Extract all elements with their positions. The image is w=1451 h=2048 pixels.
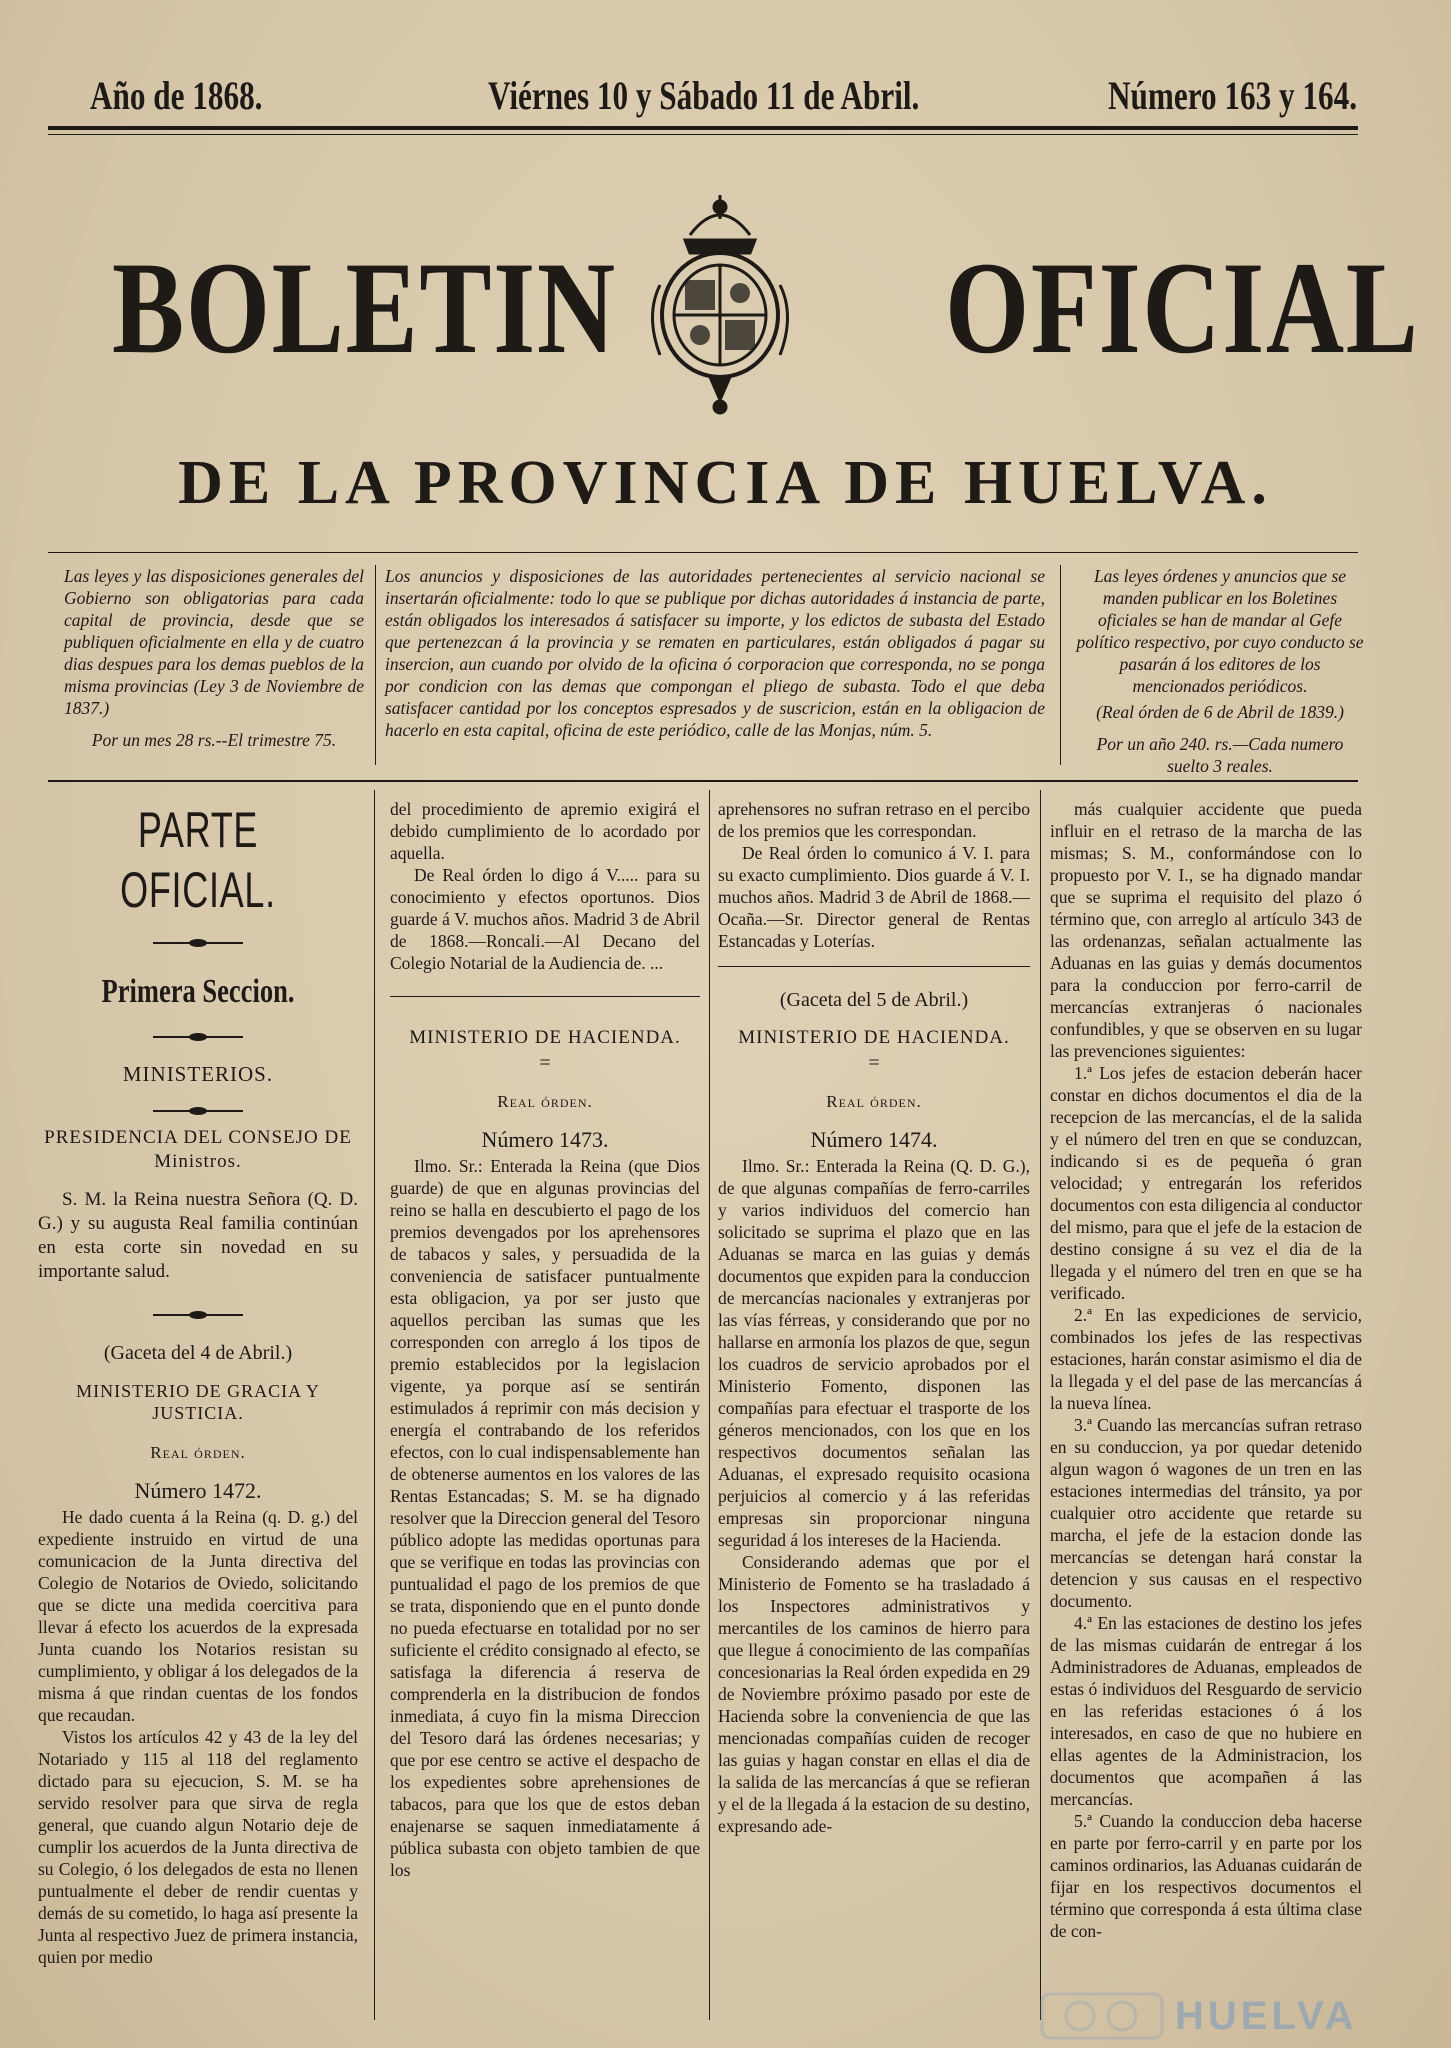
- newspaper-subtitle: DE LA PROVINCIA DE HUELVA.: [178, 449, 1273, 517]
- issue-year: Año de 1868.: [90, 73, 263, 118]
- royal-coat-of-arms-icon: [640, 185, 800, 425]
- order-number: Número 1474.: [810, 1127, 938, 1152]
- separator-rule: [390, 996, 700, 997]
- paragraph: 5.ª Cuando la conduccion deba hacerse en parte por ferro-carril y en parte por los caminos ordinarios, las Aduanas cuidarán de fijar en los respectivos documentos el término que corresponda á esta última clase de con-: [1050, 1811, 1362, 1941]
- column-divider: [374, 790, 375, 2020]
- paragraph: 4.ª En las estaciones de destino los jefes de las mismas cuidarán de entregar á los Administradores de Aduanas, empleados de estas ó individuos del Resguardo de servicio en las referidas estaciones ó á los interesados, en caso de que no hubiere en ellas agentes de la Administracion, los documentos que acompañen á las mercancías.: [1050, 1613, 1362, 1809]
- column-3: [718, 798, 1030, 2028]
- paragraph: aprehensores no sufran retraso en el percibo de los premios que les correspondan.: [718, 799, 1030, 841]
- real-orden-label: Real órden.: [826, 1092, 922, 1111]
- masthead-rule-thin: [48, 134, 1358, 135]
- column-1: [38, 798, 358, 2028]
- column-divider: [1040, 790, 1041, 2020]
- intro-mid-text: Los anuncios y disposiciones de las autoridades pertenecientes al servicio nacional se insertarán oficialmente: todo lo que se publique por dichas autoridades á instancia de parte, están obligados los interesados á satisfacer su importe, y los edictos de subasta del Estado que pertenezcan á la provincia y se rematen en particulares, están obligados á pagar su insercion, aun cuando por olvido de la oficina ó corporacion que corresponda, no se ponga por condicion con las demas que compongan el pliego de subasta. Todo el que deba satisfacer cantidad por los conceptos espresados y de suscricion, están en la obligacion de hacerlo en esta capital, oficina de este periódico, calle de las Monjas, núm. 5.: [385, 566, 1045, 740]
- paragraph: He dado cuenta á la Reina (q. D. g.) del expediente instruido en virtud de una comunicacion de la Junta directiva del Colegio de Notarios de Oviedo, solicitando que se dicte una medida coercitiva para llevar á efecto los acuerdos de la expresada Junta cuando los Notarios resistan su cumplimiento, y obligar á los delegados de la misma á que rindan cuentas de los fondos que recaudan.: [38, 1507, 358, 1725]
- title-word-boletin: BOLETIN: [112, 234, 617, 381]
- intro-divider: [1060, 565, 1061, 765]
- intro-publication-rules: [1075, 565, 1365, 776]
- intro-left-text: Las leyes y las disposiciones generales del Gobierno son obligatorias para cada capital de provincia, desde que se publiquen oficialmente en ella y de cuatro dias despues para los demas pueblos de la misma provincias (Ley 3 de Noviembre de 1837.): [64, 566, 364, 718]
- double-rule-icon: =: [539, 1052, 551, 1074]
- column-divider: [709, 790, 710, 2020]
- archive-stamp-text: HUELVA: [1175, 1994, 1358, 2038]
- intro-right-reference: (Real órden de 6 de Abril de 1839.): [1096, 702, 1344, 722]
- ornament-divider: [38, 1024, 358, 1042]
- double-rule-icon: =: [868, 1052, 880, 1074]
- intro-divider: [375, 565, 376, 765]
- ministry-heading: MINISTERIO DE GRACIA Y JUSTICIA.: [76, 1381, 320, 1423]
- paragraph: Ilmo. Sr.: Enterada la Reina (Q. D. G.), de que algunas compañías de ferro-carriles y varios individuos del comercio han solicitado se suprima el plazo que en las Aduanas se marca en las guias y demás documentos que expiden para la conduccion de mercancías nacionales y extranjeras por las vías férreas, y considerando que por no hallarse en armonía los plazos de que, segun los cuadros de servicio aprobados por el Ministerio Fomento, disponen las compañías para efectuar el trasporte de los géneros mencionados, con los que en los respectivos documentos señalan las Aduanas, el expresado requisito ocasiona perjuicios al comercio y á las referidas empresas sin proporcionar ninguna seguridad á los intereses de la Hacienda.: [718, 1156, 1030, 1550]
- paragraph: S. M. la Reina nuestra Señora (Q. D. G.) y su augusta Real familia continúan en esta corte sin novedad en su importante salud.: [38, 1189, 358, 1282]
- paragraph: más cualquier accidente que pueda influir en el retraso de la marcha de las mismas; S. M., conformándose con lo propuesto por V. I., se ha dignado mandar que se suprima el requisito del plazo ó término que, con arreglo al artículo 343 de las ordenanzas, señalan actualmente las Aduanas en las guias y demás documentos para la conduccion por ferro-carril de mercancías extranjeras ó nacionales confundibles, y que se observen en su lugar las prevenciones siguientes:: [1050, 799, 1362, 1061]
- paragraph: 3.ª Cuando las mercancías sufran retraso en su conduccion, ya por quedar detenido algun wagon ó wagones de un tren en las estaciones intermedias del tránsito, ya por cualquier otro accidente que retarde su marcha, el jefe de la estacion donde las mercancías se detengan hará constar la detencion y sus causas en el respectivo documento.: [1050, 1415, 1362, 1611]
- column-4: [1050, 798, 1362, 2028]
- parte-oficial-heading: PARTE OFICIAL.: [120, 802, 276, 918]
- section-heading: Primera Seccion.: [101, 973, 295, 1010]
- ornament-divider: [38, 930, 358, 948]
- gaceta-date: (Gaceta del 4 de Abril.): [103, 1342, 293, 1364]
- gaceta-date: (Gaceta del 5 de Abril.): [779, 989, 969, 1011]
- paragraph: 2.ª En las expediciones de servicio, combinados los jefes de las respectivas estaciones, harán constar asimismo el dia de la llegada y el del pase de las mercancías á la nueva línea.: [1050, 1305, 1362, 1413]
- real-orden-label: Real órden.: [150, 1443, 246, 1462]
- paragraph: Vistos los artículos 42 y 43 de la ley del Notariado y 115 al 118 del reglamento dictado para su ejecucion, S. M. se ha servido resolver para que sirva de regla general, que cuando algun Notario deje de cumplir los acuerdos de la Junta directiva de su Colegio, ó los delegados de esta no llenen puntualmente el deber de rendir cuentas y demás de su cometido, lo haga así presente la Junta al respectivo Juez de primera instancia, quien por medio: [38, 1727, 358, 1967]
- paragraph: Considerando ademas que por el Ministerio de Fomento se ha trasladado á los Inspectores administrativos y mercantiles de los caminos de hierro para que llegue á conocimiento de las compañías concesionarias la Real órden expedida en 29 de Noviembre próximo pasado por este de Hacienda sobre la conveniencia de que las mencionadas compañías cuiden de recoger las guias y hagan constar en ellas el dia de la salida de las mercancías á que se refieran y el de la llegada á la estacion de su destino, expresando ade-: [718, 1552, 1030, 1836]
- ornament-divider: [38, 1302, 358, 1320]
- real-orden-label: Real órden.: [497, 1092, 593, 1111]
- yearly-price: Por un año 240. rs.—Cada numero suelto 3 reales.: [1096, 734, 1344, 776]
- ornament-divider: [38, 1098, 358, 1116]
- paragraph: De Real órden lo digo á V..... para su conocimiento y efectos oportunos. Dios guarde á V. muchos años. Madrid 3 de Abril de 1868.—Roncali.—Al Decano del Colegio Notarial de la Audiencia de. ...: [390, 865, 700, 973]
- title-word-oficial: OFICIAL: [945, 234, 1420, 381]
- paragraph: De Real órden lo comunico á V. I. para su exacto cumplimiento. Dios guarde á V. I. muchos años. Madrid 3 de Abril de 1868.—Ocaña.—Sr. Director general de Rentas Estancadas y Loterías.: [718, 843, 1030, 951]
- intro-top-rule: [48, 552, 1358, 553]
- ministerios-heading: MINISTERIOS.: [122, 1062, 274, 1086]
- body-top-rule: [48, 780, 1358, 782]
- order-number: Número 1472.: [134, 1478, 262, 1503]
- ministry-heading: MINISTERIO DE HACIENDA.: [409, 1027, 681, 1048]
- issue-date: Viérnes 10 y Sábado 11 de Abril.: [488, 73, 920, 118]
- intro-announcements: [385, 565, 1045, 760]
- paragraph: Ilmo. Sr.: Enterada la Reina (que Dios guarde) de que en algunas provincias del reino se halla en descubierto el pago de los premios devengados por los aprehensores de tabacos y sales, y persuadida de la conveniencia de satisfacer puntualmente esta obligacion, ya por ser justo que aquellos perciban las sumas que les corresponden con arreglo á los tipos de premio establecidos por la legislacion vigente, ya porque así se sentirán estimulados á reprimir con más decision y energía el contrabando de los referidos efectos, con lo cual indispensablemente han de obtenerse aumentos en los valores de las Rentas Estancadas; S. M. se ha dignado resolver que la Direccion general del Tesoro público adopte las medidas oportunas para que se verifique en todas las provincias con puntualidad el pago de los premios de que se trata, disponiendo que en el punto donde no pueda efectuarse en totalidad por no ser suficiente el crédito consignado al efecto, se satisfaga la diferencia á reserva de comprenderla en la distribucion de fondos inmediata, á cuyo fin la misma Direccion del Tesoro dará las órdenes necesarias; y que por ese centro se active el despacho de los expedientes sobre aprehensiones de tabacos, para que los que de estos deban enajenarse se saquen inmediatamente á pública subasta con objeto tambien de que los: [390, 1156, 700, 1880]
- ministry-heading: MINISTERIO DE HACIENDA.: [738, 1027, 1010, 1048]
- presidencia-heading: PRESIDENCIA DEL CONSEJO DE Ministros.: [44, 1127, 352, 1172]
- masthead: [48, 70, 1358, 132]
- masthead-rule: [48, 126, 1358, 130]
- monthly-price: Por un mes 28 rs.--El trimestre 75.: [91, 730, 337, 750]
- intro-right-text: Las leyes órdenes y anuncios que se manden publicar en los Boletines oficiales se han de mandar al Gefe político respectivo, por cuyo conducto se pasarán á los editores de los mencionados periódicos.: [1076, 566, 1364, 696]
- separator-rule: [718, 966, 1030, 967]
- issue-number: Número 163 y 164.: [1108, 73, 1358, 118]
- order-number: Número 1473.: [481, 1127, 609, 1152]
- paragraph: 1.ª Los jefes de estacion deberán hacer constar en dichos documentos el dia de la recepcion de las mercancías, el de la salida y el número del tren en que se conduzcan, indicando si es de pequeña ó gran velocidad; y entregarán los referidos documentos con esta diligencia al conductor del mismo, para que el jefe de la estacion de destino consigne á su vez el dia de la llegada y el número del tren en que se ha verificado.: [1050, 1063, 1362, 1303]
- intro-legal-notice: [64, 565, 364, 760]
- paragraph: del procedimiento de apremio exigirá el debido cumplimiento de lo acordado por aquella.: [390, 799, 700, 863]
- column-2: [390, 798, 700, 2028]
